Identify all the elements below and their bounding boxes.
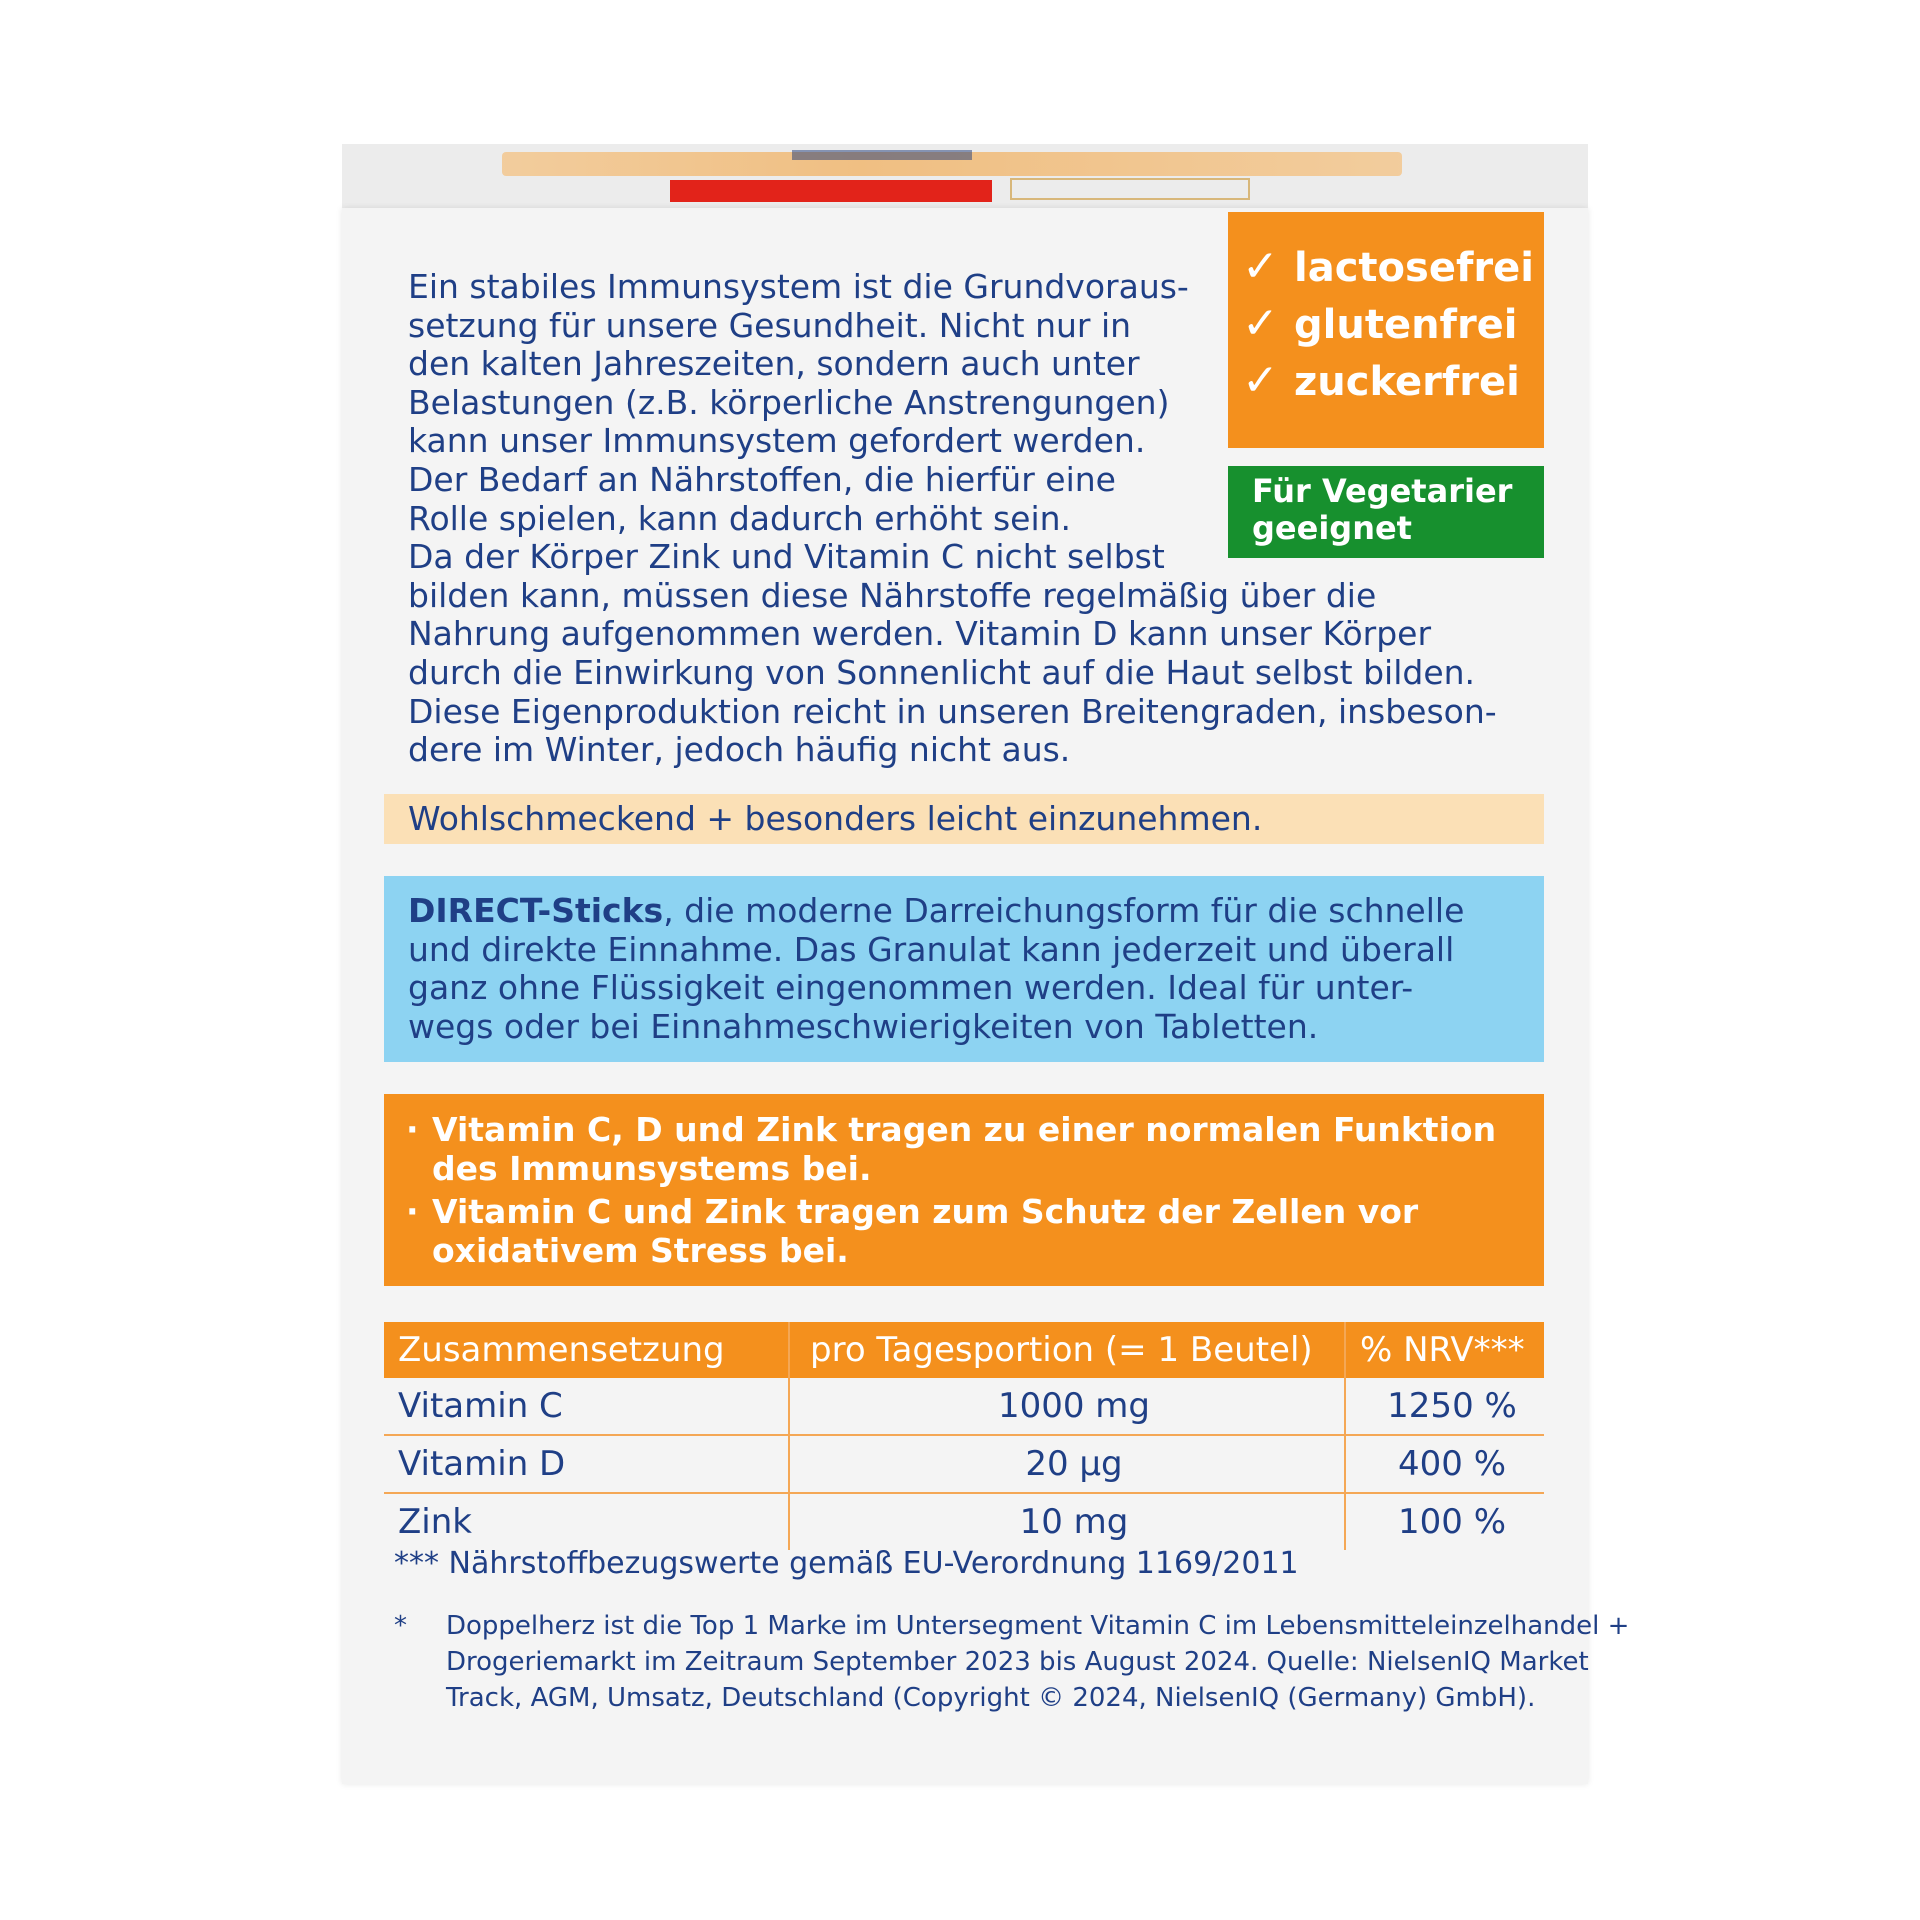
header-composition: Zusammensetzung: [384, 1322, 789, 1378]
intro-line: den kalten Jahreszeiten, sondern auch unter: [408, 344, 1140, 384]
badge-label: glutenfrei: [1294, 302, 1518, 348]
intro-line: durch die Einwirkung von Sonnenlicht auf die Haut selbst bilden.: [408, 652, 1476, 692]
taste-note: Wohlschmeckend + besonders leicht einzunehmen.: [384, 794, 1544, 844]
intro-line: kann unser Immunsystem gefordert werden.: [408, 421, 1146, 461]
flap-red-band: [670, 180, 992, 202]
box-top-flap: [342, 144, 1588, 208]
intro-line: Rolle spielen, kann dadurch erhöht sein.: [408, 498, 1072, 538]
header-per-portion: pro Tagesportion (= 1 Beutel): [789, 1322, 1345, 1378]
nutrient-nrv: 1250 %: [1345, 1378, 1544, 1435]
sticks-line: und direkte Einnahme. Das Granulat kann jederzeit und überall: [408, 929, 1455, 969]
nutrition-table: [384, 1322, 1544, 1550]
nutrient-amount: 10 mg: [789, 1493, 1345, 1550]
intro-line: dere im Winter, jedoch häufig nicht aus.: [408, 730, 1071, 770]
disclaimer-line: Drogeriemarkt im Zeitraum September 2023 bis August 2024. Quelle: NielsenIQ Market: [446, 1647, 1589, 1677]
intro-line: Da der Körper Zink und Vitamin C nicht selbst: [408, 537, 1165, 577]
nutrient-name: Vitamin D: [384, 1435, 789, 1493]
check-icon: ✓: [1242, 241, 1279, 292]
claim-line: Vitamin C und Zink tragen zum Schutz der Zellen vor: [432, 1192, 1419, 1231]
sticks-brand: DIRECT-Sticks: [408, 891, 664, 930]
badge-row-lactosefrei: [1242, 238, 1544, 295]
market-disclaimer: [394, 1608, 1629, 1716]
claim-line: des Immunsystems bei.: [432, 1149, 872, 1188]
badge-row-zuckerfrei: [1242, 352, 1544, 409]
intro-line: Der Bedarf an Nährstoffen, die hierfür eine: [408, 459, 1116, 499]
nutrient-amount: 20 µg: [789, 1435, 1345, 1493]
sticks-first-rest: , die moderne Darreichungsform für die schnelle: [663, 891, 1465, 930]
flap-logo-outline: [1010, 178, 1250, 200]
intro-line: Nahrung aufgenommen werden. Vitamin D kann unser Körper: [408, 614, 1432, 654]
bullet-icon: ·: [406, 1192, 419, 1231]
check-icon: ✓: [1242, 355, 1279, 406]
header-nrv: % NRV***: [1345, 1322, 1544, 1378]
badge-label: lactosefrei: [1294, 245, 1534, 291]
vegetarian-badge: [1228, 466, 1544, 558]
sticks-line: ganz ohne Flüssigkeit eingenommen werden. Ideal für unter-: [408, 968, 1414, 1008]
claim-line: oxidativem Stress bei.: [432, 1231, 849, 1270]
nrv-footnote: *** Nährstoffbezugswerte gemäß EU-Verordnung 1169/2011: [394, 1546, 1299, 1581]
asterisk-icon: *: [394, 1611, 407, 1641]
health-claims-panel: [384, 1094, 1544, 1286]
claim-item: [406, 1192, 1544, 1270]
intro-line: Belastungen (z.B. körperliche Anstrengungen): [408, 382, 1170, 422]
intro-line: Diese Eigenproduktion reicht in unseren Breitengraden, insbeson-: [408, 691, 1497, 731]
intro-line: setzung für unsere Gesundheit. Nicht nur in: [408, 305, 1132, 345]
nutrition-header-row: [384, 1322, 1544, 1378]
vegetarian-line: geeignet: [1252, 509, 1412, 547]
bullet-icon: ·: [406, 1110, 419, 1149]
claim-item: [406, 1110, 1544, 1188]
sticks-line: [408, 892, 1544, 931]
nutrient-name: Vitamin C: [384, 1378, 789, 1435]
sticks-line: wegs oder bei Einnahmeschwierigkeiten von Tabletten.: [408, 1006, 1319, 1046]
disclaimer-line: Track, AGM, Umsatz, Deutschland (Copyright © 2024, NielsenIQ (Germany) GmbH).: [446, 1683, 1536, 1713]
check-icon: ✓: [1242, 298, 1279, 349]
intro-line: bilden kann, müssen diese Nährstoffe regelmäßig über die: [408, 575, 1377, 615]
flap-brand-band: [792, 150, 972, 160]
table-row: [384, 1378, 1544, 1435]
claim-line: Vitamin C, D und Zink tragen zu einer normalen Funktion: [432, 1110, 1497, 1149]
direct-sticks-panel: [384, 876, 1544, 1062]
vegetarian-line: Für Vegetarier: [1252, 472, 1513, 510]
disclaimer-line: Doppelherz ist die Top 1 Marke im Untersegment Vitamin C im Lebensmitteleinzelhandel +: [446, 1611, 1630, 1641]
badge-label: zuckerfrei: [1294, 359, 1520, 405]
nutrient-amount: 1000 mg: [789, 1378, 1345, 1435]
table-row: [384, 1493, 1544, 1550]
badge-row-glutenfrei: [1242, 295, 1544, 352]
table-row: [384, 1435, 1544, 1493]
free-from-badge: [1228, 212, 1544, 448]
intro-line: Ein stabiles Immunsystem ist die Grundvoraus-: [408, 267, 1189, 306]
nutrient-nrv: 100 %: [1345, 1493, 1544, 1550]
nutrient-nrv: 400 %: [1345, 1435, 1544, 1493]
nutrient-name: Zink: [398, 1502, 472, 1542]
